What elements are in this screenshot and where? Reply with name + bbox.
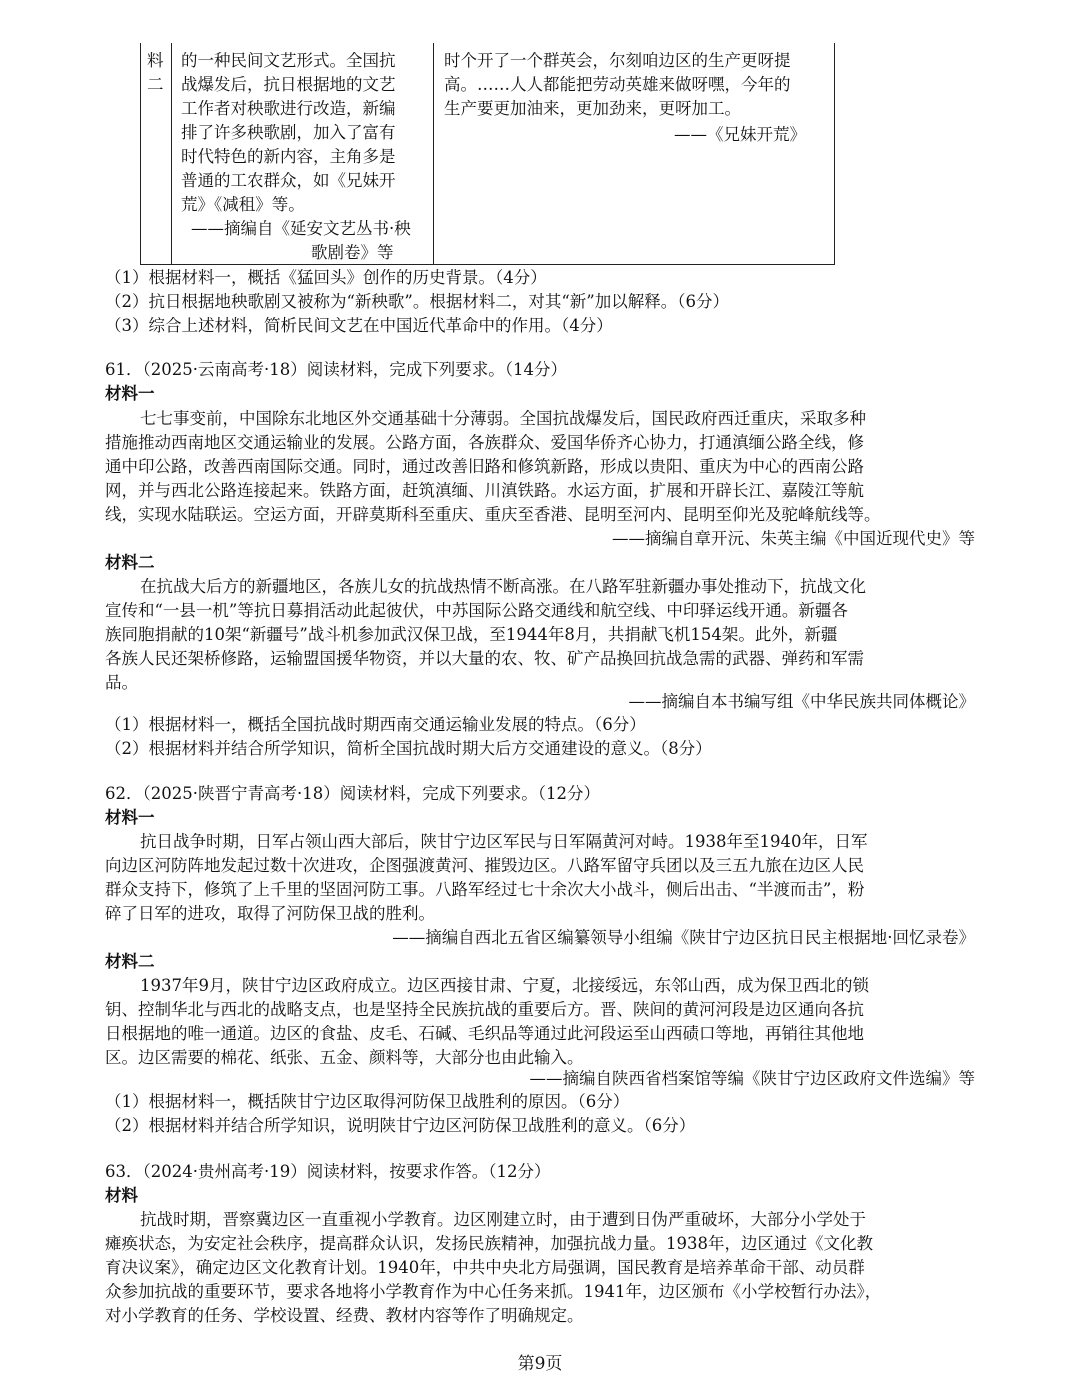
paragraph-line: 向边区河防阵地发起过数十次进攻，企图强渡黄河、摧毁边区。八路军留守兵团以及三五九旅在边区人民 [105, 856, 864, 875]
paragraph-line: 众参加抗战的重要环节，要求各地将小学教育作为中心任务来抓。1941年，边区颁布《小学校暂行办法》， [105, 1282, 882, 1301]
question-item: （2）根据材料并结合所学知识，说明陕甘宁边区河防保卫战胜利的意义。（6分） [105, 1116, 696, 1135]
material-label: 材料 [105, 1186, 138, 1205]
paragraph-line: 群众支持下，修筑了上千里的坚固河防工事。八路军经过七十余次大小战斗，侧后出击、“半渡而击”，粉 [105, 880, 865, 899]
table-line: 高。……人人都能把劳动英雄来做呀嘿，今年的 [444, 75, 791, 94]
paragraph-line: 区。边区需要的棉花、纸张、五金、颜料等，大部分也由此输入。 [105, 1048, 584, 1067]
paragraph-line: 在抗战大后方的新疆地区，各族儿女的抗战热情不断高涨。在八路军驻新疆办事处推动下，抗战文化 [140, 577, 866, 596]
question-item: （1）根据材料一，概括全国抗战时期西南交通运输业发展的特点。（6分） [105, 715, 646, 734]
paragraph-line: 措施推动西南地区交通运输业的发展。公路方面，各族群众、爱国华侨齐心协力，打通滇缅公路全线，修 [105, 433, 864, 452]
paragraph-line: 七七事变前，中国除东北地区外交通基础十分薄弱。全国抗战爆发后，国民政府西迁重庆，采取多种 [140, 409, 866, 428]
table-line: 普通的工农群众，如《兄妹开 [181, 171, 396, 190]
source-citation: ——摘编自本书编写组《中华民族共同体概论》 [628, 692, 975, 711]
table-line: 排了许多秧歌剧，加入了富有 [181, 123, 396, 142]
material-label: 材料一 [105, 384, 155, 403]
paragraph-line: 族同胞捐献的10架“新疆号”战斗机参加武汉保卫战，至1944年8月，共捐献飞机154架。此外，新疆 [105, 625, 838, 644]
question-heading: 62．（2025·陕晋宁青高考·18）阅读材料，完成下列要求。（12分） [105, 784, 600, 803]
paragraph-line: 日根据地的唯一通道。边区的食盐、皮毛、石碱、毛织品等通过此河段运至山西碛口等地，再销往其他地 [105, 1024, 864, 1043]
paragraph-line: 线，实现水陆联运。空运方面，开辟莫斯科至重庆、重庆至香港、昆明至河内、昆明至仰光及驼峰航线等。 [105, 505, 881, 524]
paragraph-line: 对小学教育的任务、学校设置、经费、教材内容等作了明确规定。 [105, 1306, 584, 1325]
paragraph-line: 钥、控制华北与西北的战略支点，也是坚持全民族抗战的重要后方。晋、陕间的黄河河段是边区通向各抗 [105, 1000, 864, 1019]
question-heading: 61．（2025·云南高考·18）阅读材料，完成下列要求。（14分） [105, 360, 567, 379]
table-label-column [141, 43, 172, 264]
paragraph-line: 瘫痪状态，为安定社会秩序，提高群众认识，发扬民族精神，加强抗战力量。1938年，边区通过《文化教 [105, 1234, 873, 1253]
material-label: 材料二 [105, 553, 155, 572]
paragraph-line: 1937年9月，陕甘宁边区政府成立。边区西接甘肃、宁夏，北接绥远，东邻山西，成为保卫西北的锁 [140, 976, 869, 995]
source-citation: ——摘编自西北五省区编纂领导小组编《陕甘宁边区抗日民主根据地·回忆录卷》 [392, 928, 975, 947]
paragraph-line: 抗日战争时期，日军占领山西大部后，陕甘宁边区军民与日军隔黄河对峙。1938年至1940年，日军 [140, 832, 868, 851]
table-source: ——摘编自《延安文艺丛书·秧 [191, 219, 411, 238]
table-right-column [434, 43, 834, 264]
table-label: 料 [147, 51, 164, 70]
source-citation: ——摘编自章开沅、朱英主编《中国近现代史》等 [612, 529, 975, 548]
page-number: 第9页 [517, 1354, 563, 1374]
source-citation: ——摘编自陕西省档案馆等编《陕甘宁边区政府文件选编》等 [529, 1069, 975, 1088]
paragraph-line: 育决议案》，确定边区文化教育计划。1940年，中共中央北方局强调，国民教育是培养革命干部、动员群 [105, 1258, 865, 1277]
table-line: 时代特色的新内容，主角多是 [181, 147, 396, 166]
paragraph-line: 通中印公路，改善西南国际交通。同时，通过改善旧路和修筑新路，形成以贵阳、重庆为中心的西南公路 [105, 457, 864, 476]
paragraph-line: 抗战时期，晋察冀边区一直重视小学教育。边区刚建立时，由于遭到日伪严重破坏，大部分小学处于 [140, 1210, 866, 1229]
table-source: ——《兄妹开荒》 [674, 125, 806, 144]
question-item: （2）根据材料并结合所学知识，简析全国抗战时期大后方交通建设的意义。（8分） [105, 739, 712, 758]
table-label: 二 [147, 75, 164, 94]
question-heading: 63．（2024·贵州高考·19）阅读材料，按要求作答。（12分） [105, 1162, 551, 1181]
paragraph-line: 各族人民还架桥修路，运输盟国援华物资，并以大量的农、牧、矿产品换回抗战急需的武器、弹药和军需 [105, 649, 864, 668]
material-table [140, 43, 835, 265]
material-label: 材料一 [105, 808, 155, 827]
paragraph-line: 品。 [105, 673, 138, 692]
question-item: （2）抗日根据地秧歌剧又被称为“新秧歌”。根据材料二，对其“新”加以解释。（6分） [105, 292, 729, 311]
paragraph-line: 网，并与西北公路连接起来。铁路方面，赶筑滇缅、川滇铁路。水运方面，扩展和开辟长江、嘉陵江等航 [105, 481, 864, 500]
question-item: （1）根据材料一，概括《猛回头》创作的历史背景。（4分） [105, 268, 547, 287]
table-line: 的一种民间文艺形式。全国抗 [181, 51, 396, 70]
table-line: 生产要更加油来，更加劲来，更呀加工。 [444, 99, 741, 118]
table-middle-column [171, 43, 434, 264]
question-item: （3）综合上述材料，简析民间文艺在中国近代革命中的作用。（4分） [105, 316, 613, 335]
table-line: 时个开了一个群英会，尔刻咱边区的生产更呀提 [444, 51, 791, 70]
question-item: （1）根据材料一，概括陕甘宁边区取得河防保卫战胜利的原因。（6分） [105, 1092, 630, 1111]
table-line: 工作者对秧歌进行改造，新编 [181, 99, 396, 118]
material-label: 材料二 [105, 952, 155, 971]
table-line: 荒》《减租》等。 [181, 195, 305, 214]
table-source: 歌剧卷》等 [311, 243, 394, 262]
paragraph-line: 碎了日军的进攻，取得了河防保卫战的胜利。 [105, 904, 435, 923]
paragraph-line: 宣传和“一县一机”等抗日募捐活动此起彼伏，中苏国际公路交通线和航空线、中印驿运线开通。新疆各 [105, 601, 848, 620]
table-line: 战爆发后，抗日根据地的文艺 [181, 75, 396, 94]
